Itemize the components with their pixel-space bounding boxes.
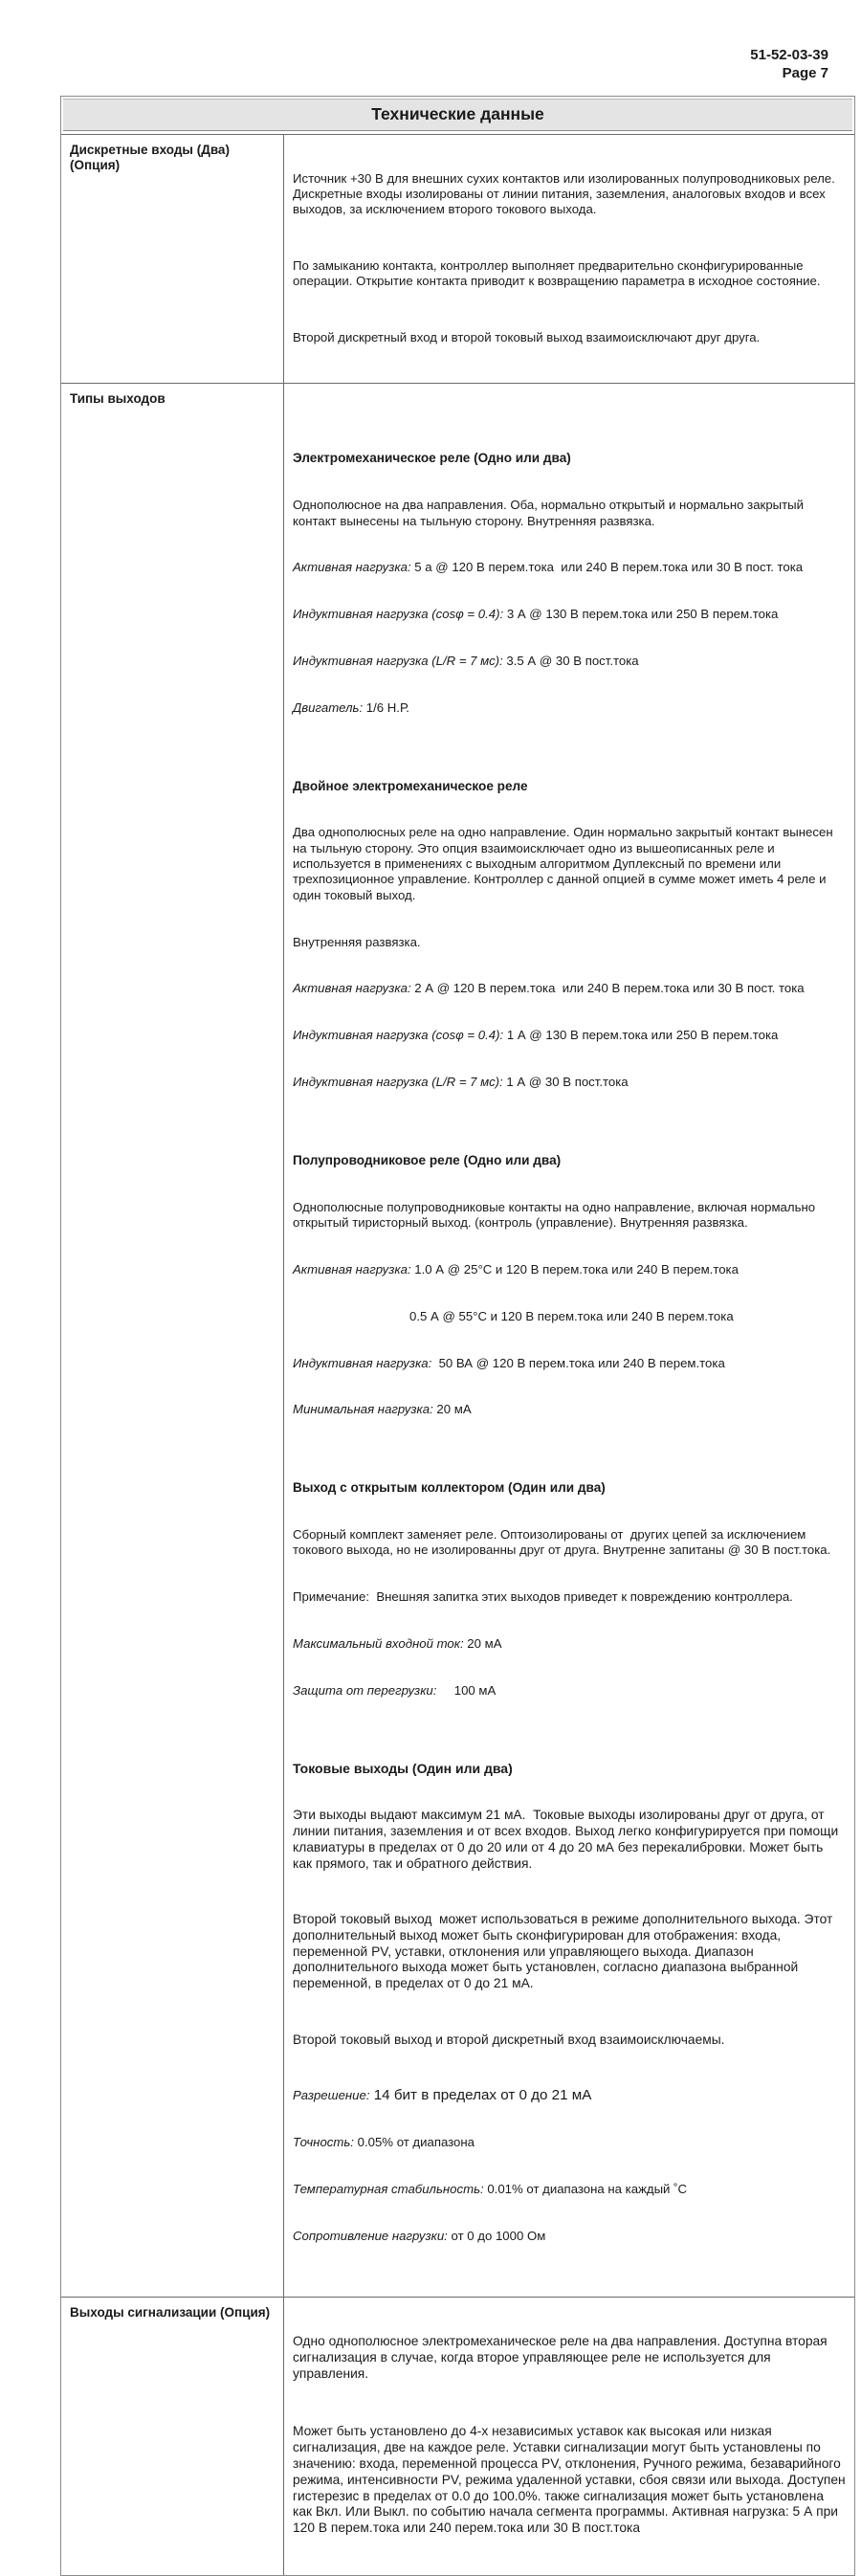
- spec-term: Индуктивная нагрузка:: [293, 1355, 432, 1370]
- spec-value: 20 мА: [432, 1402, 472, 1417]
- spec-line: [293, 1356, 846, 1371]
- spec-value: 1.0 А @ 25°С и 120 В перем.тока или 240 В перем.тока: [410, 1261, 739, 1277]
- spec-term: Индуктивная нагрузка (cosφ = 0.4):: [293, 1028, 504, 1043]
- table-row-alarm-outputs: [61, 2298, 854, 2575]
- spec-value: 3.5 А @ 30 В пост.тока: [502, 654, 639, 669]
- spec-line: [293, 1402, 846, 1417]
- spec-line: [293, 2229, 846, 2244]
- row-label: Выходы сигнализации (Опция): [61, 2298, 284, 2575]
- spec-line: [293, 654, 846, 669]
- section-heading: Двойное электромеханическое реле: [293, 778, 528, 793]
- doc-number: 51-52-03-39: [750, 47, 828, 63]
- section-heading: Электромеханическое реле (Одно или два): [293, 451, 571, 466]
- spec-term: Активная нагрузка:: [293, 981, 411, 996]
- spec-line: Эти выходы выдают максимум 21 мА. Токовые выходы изолированы друг от друга, от линии питания, заземления и от всех входов. Выход легко конфигурируется при помощи клавиатуры в пределах от 0 до 20 или от 4 до 20 мА без перекалибровки. Может быть как прямого, так и обратного действия.: [293, 1808, 843, 1871]
- cell-paragraph: Источник +30 В для внешних сухих контактов или изолированных полупроводниковых реле. Дискретные входы изолированы от линии питания, заземления, аналоговых входов и всех выходов, за исключением второго токового выхода.: [293, 170, 839, 217]
- spec-value: от 0 до 1000 Ом: [447, 2228, 546, 2243]
- spec-term: Максимальный входной ток:: [293, 1635, 464, 1651]
- spec-line: [293, 2182, 846, 2197]
- spec-line: [293, 1028, 846, 1043]
- spec-line: [293, 2088, 846, 2103]
- spec-line: Второй токовый выход может использоваться в режиме дополнительного выхода. Этот дополнительный выход может быть сконфигурирован для отображения: входа, переменной PV, уставки, отклонения или управляющего выхода. Диапазон дополнительного выхода может быть установлен, согласно диапазона выбранной переменной, в пределах от 0 до 21 мА.: [293, 1911, 837, 1991]
- spec-line: [293, 1683, 846, 1699]
- page-number: Page 7: [782, 65, 828, 81]
- row-content: [284, 384, 854, 2297]
- spec-value: 0.01% от диапазона на каждый ˚С: [483, 2181, 688, 2196]
- spec-term: Разрешение:: [293, 2087, 370, 2102]
- spec-term: Индуктивная нагрузка (cosφ = 0.4):: [293, 607, 504, 622]
- spec-term: Двигатель:: [293, 700, 364, 716]
- spec-value: 2 А @ 120 В перем.тока или 240 В перем.тока или 30 В пост. тока: [410, 981, 805, 996]
- spec-term: Минимальная нагрузка:: [293, 1402, 433, 1417]
- document-header: [750, 46, 828, 82]
- table-row-output-types: [61, 384, 854, 2298]
- spec-line: [293, 700, 846, 716]
- section-heading: Полупроводниковое реле (Одно или два): [293, 1152, 562, 1167]
- spec-line: [293, 1075, 846, 1090]
- spec-line: Внутренняя развязка.: [293, 934, 421, 949]
- table-title: Технические данные: [63, 99, 852, 131]
- spec-term: Активная нагрузка:: [293, 560, 411, 575]
- spec-value: 1 А @ 130 В перем.тока или 250 В перем.тока: [503, 1028, 779, 1043]
- spec-line: [293, 1262, 846, 1277]
- spec-value: 20 мА: [463, 1635, 502, 1651]
- table-row-discrete-inputs: [61, 135, 854, 384]
- spec-line: [293, 607, 846, 622]
- spec-line: [293, 560, 846, 575]
- spec-term: Температурная стабильность:: [293, 2181, 484, 2196]
- spec-line: Однополюсное на два направления. Оба, нормально открытый и нормально закрытый контакт вынесены на тыльную сторону. Внутренняя развязка.: [293, 498, 807, 528]
- spec-line: Однополюсные полупроводниковые контакты на одно направление, включая нормально открытый тиристорный выход. (контроль (управление). Внутренняя развязка.: [293, 1199, 819, 1230]
- spec-value: 1/6 Н.Р.: [363, 700, 409, 716]
- row-content: [284, 135, 854, 383]
- spec-term: Индуктивная нагрузка (L/R = 7 мс):: [293, 654, 503, 669]
- section-heading: Токовые выходы (Один или два): [293, 1761, 513, 1777]
- spec-line: [293, 1636, 846, 1652]
- spec-term: Индуктивная нагрузка (L/R = 7 мс):: [293, 1075, 503, 1090]
- spec-line: [293, 981, 846, 996]
- technical-data-table: [60, 96, 855, 2576]
- spec-value: 50 ВА @ 120 В перем.тока или 240 В перем.тока: [431, 1355, 725, 1370]
- cell-paragraph: Второй дискретный вход и второй токовый выход взаимоисключают друг друга.: [293, 330, 761, 345]
- table-body: [61, 134, 854, 2575]
- spec-term: Защита от перегрузки:: [293, 1682, 437, 1698]
- spec-value: 3 А @ 130 В перем.тока или 250 В перем.тока: [503, 607, 779, 622]
- spec-term: Активная нагрузка:: [293, 1261, 411, 1277]
- spec-term: Сопротивление нагрузки:: [293, 2228, 448, 2243]
- spec-line: Два однополюсных реле на одно направление. Один нормально закрытый контакт вынесен на тыльную сторону. Это опция взаимоисключает одно из вышеописанных реле и используется в применениях с выходным алгоритмом Дуплексный по времени или трехпозиционное управление. Контроллер с данной опцией в сумме может иметь 4 реле и один токовый выход.: [293, 825, 837, 902]
- spec-value: 100 мА: [436, 1682, 497, 1698]
- spec-value: 1 А @ 30 В пост.тока: [502, 1075, 629, 1090]
- cell-paragraph: По замыканию контакта, контроллер выполняет предварительно сконфигурированные операции. Открытие контакта приводит к возвращению параметра в исходное состояние.: [293, 258, 821, 289]
- spec-line: [293, 2135, 846, 2150]
- spec-line: Сборный комплект заменяет реле. Оптоизолированы от других цепей за исключением токового выхода, но не изолированны друг от друга. Внутренне запитаны @ 30 В пост.тока.: [293, 1526, 831, 1558]
- spec-value: 0.05% от диапазона: [353, 2134, 475, 2149]
- spec-line: Второй токовый выход и второй дискретный вход взаимоисключаемы.: [293, 2032, 725, 2047]
- spec-term: Точность:: [293, 2134, 354, 2149]
- cell-paragraph: Одно однополюсное электромеханическое реле на два направления. Доступна вторая сигнализация в случае, когда второе управляющее реле не используется для управления.: [293, 2334, 831, 2381]
- spec-value: 14 бит в пределах от 0 до 21 мА: [369, 2086, 592, 2103]
- row-label: Типы выходов: [61, 384, 284, 2297]
- spec-value: 5 а @ 120 В перем.тока или 240 В перем.тока или 30 В пост. тока: [410, 560, 804, 575]
- row-content: [284, 2298, 854, 2575]
- section-heading: Выход с открытым коллектором (Один или два): [293, 1479, 606, 1495]
- spec-line: 0.5 А @ 55°С и 120 В перем.тока или 240 В перем.тока: [409, 1308, 734, 1323]
- cell-paragraph: Может быть установлено до 4-х независимых уставок как высокая или низкая сигнализация, две на каждое реле. Уставки сигнализации могут быть установлены по значению: входа, переменной процесса PV, отклонения, Ручного режима, безаварийного режима, интенсивности PV, режима удаленной уставки, сбоя связи или выхода. Доступен гистерезис в пределах от 0.0 до 100.0%. также сигнализация может быть установлена как Вкл. Или Выкл. по событию начала сегмента программы. Активная нагрузка: 5 А при 120 В перем.тока или 240 перем.тока или 30 В пост.тока: [293, 2424, 850, 2536]
- spec-line: Примечание: Внешняя запитка этих выходов приведет к повреждению контроллера.: [293, 1589, 793, 1605]
- row-label: Дискретные входы (Два) (Опция): [61, 135, 284, 383]
